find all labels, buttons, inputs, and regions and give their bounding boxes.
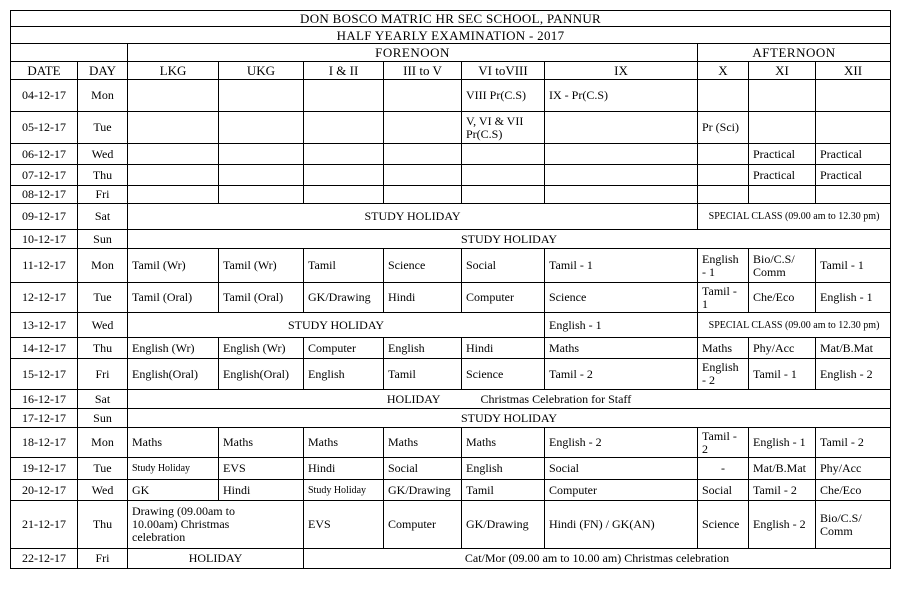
table-row xyxy=(11,313,891,338)
date-cell: 08-12-17 xyxy=(11,186,78,204)
xi-cell: Practical xyxy=(749,165,816,186)
table-row xyxy=(11,338,891,359)
lkg-cell: English (Wr) xyxy=(128,338,219,359)
xii-cell: Che/Eco xyxy=(816,480,891,501)
table-row xyxy=(11,390,891,409)
lkg-ukg-cell: Drawing (09.00am to 10.00am) Christmas celebration xyxy=(128,501,304,549)
iii-v-cell: GK/Drawing xyxy=(384,480,462,501)
table-row xyxy=(11,480,891,501)
holiday-note: STUDY HOLIDAY xyxy=(128,230,891,249)
date-cell: 18-12-17 xyxy=(11,428,78,458)
header-ukg: UKG xyxy=(219,62,304,80)
day-cell: Sun xyxy=(78,230,128,249)
x-cell: Pr (Sci) xyxy=(698,112,749,144)
date-cell: 15-12-17 xyxy=(11,359,78,390)
lkg-cell: GK xyxy=(128,480,219,501)
iii-v-cell: Computer xyxy=(384,501,462,549)
table-row xyxy=(11,186,891,204)
i-ii-cell: Hindi xyxy=(304,458,384,480)
date-cell: 09-12-17 xyxy=(11,204,78,230)
day-cell: Thu xyxy=(78,338,128,359)
date-cell: 05-12-17 xyxy=(11,112,78,144)
day-cell: Tue xyxy=(78,283,128,313)
date-cell: 19-12-17 xyxy=(11,458,78,480)
header-x: X xyxy=(698,62,749,80)
table-row xyxy=(11,144,891,165)
xi-cell: Phy/Acc xyxy=(749,338,816,359)
x-cell: - xyxy=(698,458,749,480)
xi-cell: Bio/C.S/ Comm xyxy=(749,249,816,283)
i-ii-cell: Computer xyxy=(304,338,384,359)
holiday-label: HOLIDAY xyxy=(386,391,441,406)
vi-viii-cell: VIII Pr(C.S) xyxy=(462,80,545,112)
lkg-cell: English(Oral) xyxy=(128,359,219,390)
x-cell: English - 2 xyxy=(698,359,749,390)
x-cell: Maths xyxy=(698,338,749,359)
date-cell: 21-12-17 xyxy=(11,501,78,549)
vi-viii-cell: Science xyxy=(462,359,545,390)
i-ii-cell: GK/Drawing xyxy=(304,283,384,313)
session-row xyxy=(11,44,891,62)
xii-cell: Mat/B.Mat xyxy=(816,338,891,359)
vi-viii-cell: Social xyxy=(462,249,545,283)
date-cell: 11-12-17 xyxy=(11,249,78,283)
date-cell: 13-12-17 xyxy=(11,313,78,338)
staff-celebration-label: Christmas Celebration for Staff xyxy=(480,391,632,406)
ukg-cell: English (Wr) xyxy=(219,338,304,359)
i-ii-cell: English xyxy=(304,359,384,390)
holiday-note: STUDY HOLIDAY xyxy=(128,409,891,428)
day-cell: Mon xyxy=(78,428,128,458)
ix-cell: Tamil - 2 xyxy=(545,359,698,390)
table-row xyxy=(11,283,891,313)
lkg-cell: Study Holiday xyxy=(128,458,219,480)
ix-cell: English - 1 xyxy=(545,313,698,338)
date-cell: 22-12-17 xyxy=(11,549,78,569)
x-cell: Tamil - 1 xyxy=(698,283,749,313)
iii-v-cell: Social xyxy=(384,458,462,480)
ix-cell: Computer xyxy=(545,480,698,501)
exam-title: HALF YEARLY EXAMINATION - 2017 xyxy=(11,27,891,44)
day-cell: Wed xyxy=(78,480,128,501)
ukg-cell: English(Oral) xyxy=(219,359,304,390)
exam-row xyxy=(11,27,891,44)
iii-v-cell: English xyxy=(384,338,462,359)
vi-viii-cell: Computer xyxy=(462,283,545,313)
i-ii-cell: Study Holiday xyxy=(304,480,384,501)
date-cell: 14-12-17 xyxy=(11,338,78,359)
table-row xyxy=(11,204,891,230)
day-cell: Wed xyxy=(78,313,128,338)
xi-cell: Practical xyxy=(749,144,816,165)
ukg-cell: Tamil (Wr) xyxy=(219,249,304,283)
afternoon-note: SPECIAL CLASS (09.00 am to 12.30 pm) xyxy=(698,313,891,338)
vi-viii-cell: Hindi xyxy=(462,338,545,359)
xii-cell: Bio/C.S/ Comm xyxy=(816,501,891,549)
xi-cell: English - 2 xyxy=(749,501,816,549)
vi-viii-cell: V, VI & VII Pr(C.S) xyxy=(462,112,545,144)
iii-v-cell: Hindi xyxy=(384,283,462,313)
table-row xyxy=(11,501,891,549)
table-row xyxy=(11,428,891,458)
holiday-note: HOLIDAY xyxy=(128,549,304,569)
date-cell: 07-12-17 xyxy=(11,165,78,186)
x-cell: Tamil - 2 xyxy=(698,428,749,458)
ix-cell: Hindi (FN) / GK(AN) xyxy=(545,501,698,549)
header-xii: XII xyxy=(816,62,891,80)
day-cell: Fri xyxy=(78,359,128,390)
day-cell: Tue xyxy=(78,458,128,480)
table-row xyxy=(11,458,891,480)
i-ii-cell: Maths xyxy=(304,428,384,458)
christmas-note: Cat/Mor (09.00 am to 10.00 am) Christmas celebration xyxy=(304,549,891,569)
day-cell: Tue xyxy=(78,112,128,144)
date-cell: 17-12-17 xyxy=(11,409,78,428)
table-row xyxy=(11,359,891,390)
xii-cell: Practical xyxy=(816,165,891,186)
school-name: DON BOSCO MATRIC HR SEC SCHOOL, PANNUR xyxy=(11,11,891,27)
vi-viii-cell: GK/Drawing xyxy=(462,501,545,549)
date-cell: 20-12-17 xyxy=(11,480,78,501)
day-cell: Sun xyxy=(78,409,128,428)
day-cell: Mon xyxy=(78,80,128,112)
header-iii-v: III to V xyxy=(384,62,462,80)
vi-viii-cell: Maths xyxy=(462,428,545,458)
lkg-cell: Tamil (Oral) xyxy=(128,283,219,313)
exam-timetable xyxy=(10,10,891,569)
table-row xyxy=(11,230,891,249)
ukg-cell: Hindi xyxy=(219,480,304,501)
ukg-cell: EVS xyxy=(219,458,304,480)
xii-cell: English - 1 xyxy=(816,283,891,313)
xi-cell: Tamil - 1 xyxy=(749,359,816,390)
ukg-cell: Maths xyxy=(219,428,304,458)
header-day: DAY xyxy=(78,62,128,80)
forenoon-label: FORENOON xyxy=(128,44,698,62)
day-cell: Mon xyxy=(78,249,128,283)
xi-cell: Mat/B.Mat xyxy=(749,458,816,480)
day-cell: Fri xyxy=(78,549,128,569)
ukg-cell: Tamil (Oral) xyxy=(219,283,304,313)
day-cell: Wed xyxy=(78,144,128,165)
header-lkg: LKG xyxy=(128,62,219,80)
afternoon-note: SPECIAL CLASS (09.00 am to 12.30 pm) xyxy=(698,204,891,230)
header-date: DATE xyxy=(11,62,78,80)
xi-cell: Che/Eco xyxy=(749,283,816,313)
header-xi: XI xyxy=(749,62,816,80)
table-row xyxy=(11,80,891,112)
x-cell: Science xyxy=(698,501,749,549)
date-cell: 16-12-17 xyxy=(11,390,78,409)
ix-cell: IX - Pr(C.S) xyxy=(545,80,698,112)
xii-cell: Tamil - 2 xyxy=(816,428,891,458)
i-ii-cell: Tamil xyxy=(304,249,384,283)
header-vi-viii: VI toVIII xyxy=(462,62,545,80)
xii-cell: Practical xyxy=(816,144,891,165)
xi-cell: English - 1 xyxy=(749,428,816,458)
header-row xyxy=(11,62,891,80)
x-cell: English - 1 xyxy=(698,249,749,283)
day-cell: Sat xyxy=(78,390,128,409)
day-cell: Thu xyxy=(78,165,128,186)
afternoon-label: AFTERNOON xyxy=(698,44,891,62)
day-cell: Thu xyxy=(78,501,128,549)
day-cell: Sat xyxy=(78,204,128,230)
ix-cell: Maths xyxy=(545,338,698,359)
iii-v-cell: Tamil xyxy=(384,359,462,390)
forenoon-note: STUDY HOLIDAY xyxy=(128,313,545,338)
date-cell: 06-12-17 xyxy=(11,144,78,165)
vi-viii-cell: English xyxy=(462,458,545,480)
forenoon-note: STUDY HOLIDAY xyxy=(128,204,698,230)
xii-cell: Phy/Acc xyxy=(816,458,891,480)
date-cell: 12-12-17 xyxy=(11,283,78,313)
table-row xyxy=(11,549,891,569)
i-ii-cell: EVS xyxy=(304,501,384,549)
table-row xyxy=(11,249,891,283)
ix-cell: Tamil - 1 xyxy=(545,249,698,283)
lkg-cell: Tamil (Wr) xyxy=(128,249,219,283)
header-i-ii: I & II xyxy=(304,62,384,80)
day-cell: Fri xyxy=(78,186,128,204)
table-row xyxy=(11,165,891,186)
x-cell: Social xyxy=(698,480,749,501)
title-row xyxy=(11,11,891,27)
xii-cell: English - 2 xyxy=(816,359,891,390)
date-cell: 04-12-17 xyxy=(11,80,78,112)
xi-cell: Tamil - 2 xyxy=(749,480,816,501)
lkg-cell: Maths xyxy=(128,428,219,458)
date-cell: 10-12-17 xyxy=(11,230,78,249)
table-row xyxy=(11,112,891,144)
vi-viii-cell: Tamil xyxy=(462,480,545,501)
holiday-note xyxy=(128,390,891,409)
ix-cell: Social xyxy=(545,458,698,480)
header-ix: IX xyxy=(545,62,698,80)
iii-v-cell: Maths xyxy=(384,428,462,458)
ix-cell: English - 2 xyxy=(545,428,698,458)
xii-cell: Tamil - 1 xyxy=(816,249,891,283)
iii-v-cell: Science xyxy=(384,249,462,283)
ix-cell: Science xyxy=(545,283,698,313)
table-row xyxy=(11,409,891,428)
